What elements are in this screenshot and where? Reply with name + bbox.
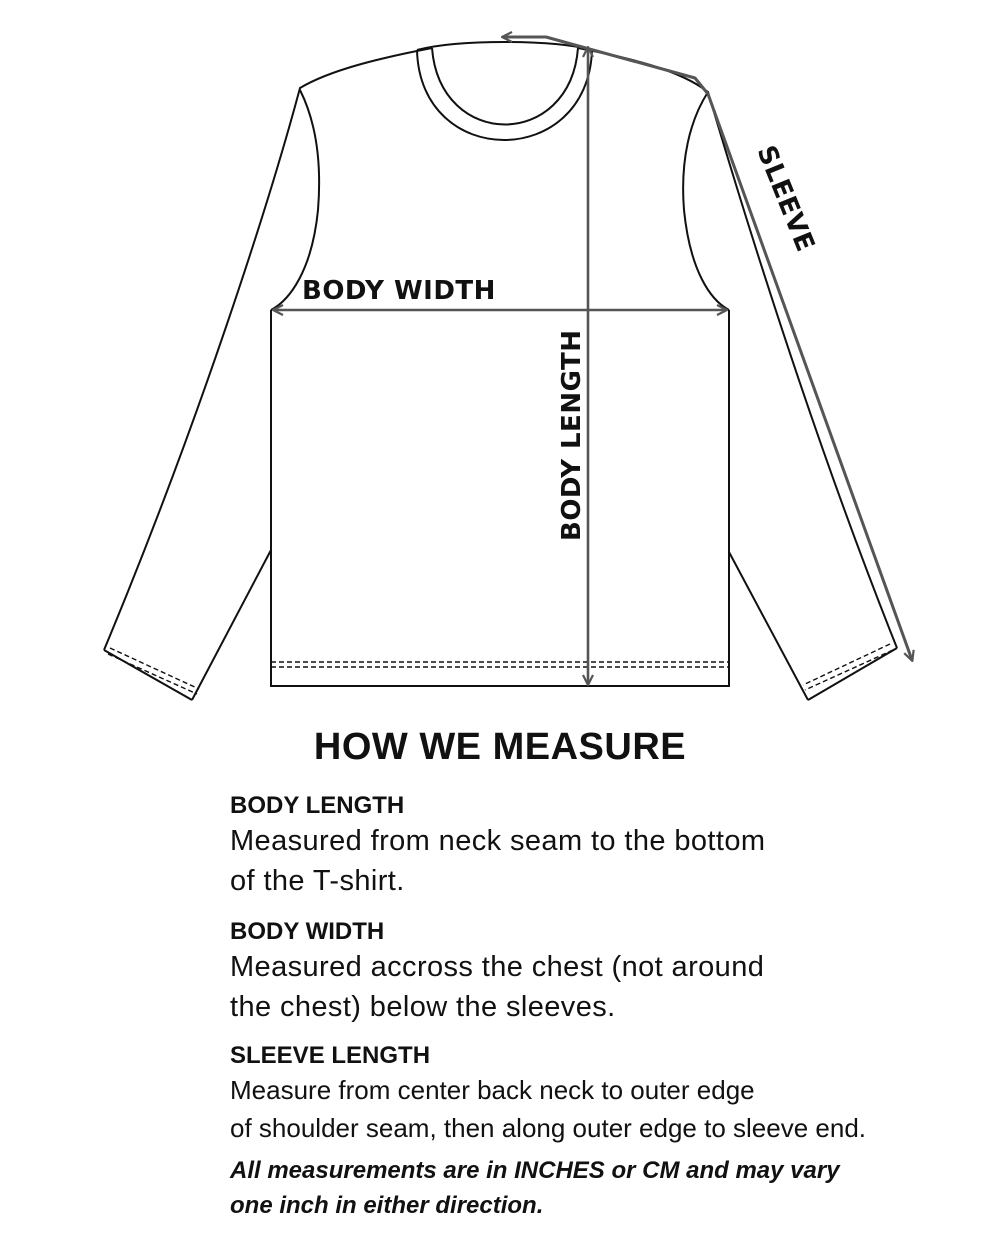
section-heading: BODY LENGTH: [230, 792, 405, 819]
note-line: one inch in either direction.: [230, 1192, 544, 1219]
section-text-line: of the T-shirt.: [230, 865, 405, 897]
section-body-width: [230, 917, 930, 1027]
body-width-label: BODY WIDTH: [302, 276, 496, 306]
sleeve-label: SLEEVE: [750, 141, 821, 257]
body-length-label: BODY LENGTH: [557, 329, 587, 541]
section-text-line: the chest) below the sleeves.: [230, 991, 616, 1023]
section-text-line: Measured from neck seam to the bottom: [230, 825, 766, 857]
section-body-length: [230, 791, 930, 901]
page-title: HOW WE MEASURE: [313, 726, 687, 768]
section-text-line: Measured accross the chest (not around: [230, 951, 765, 983]
section-heading: SLEEVE LENGTH: [230, 1042, 431, 1069]
section-heading: BODY WIDTH: [230, 918, 385, 945]
measurement-note: [230, 1153, 950, 1223]
note-line: All measurements are in INCHES or CM and may vary: [230, 1157, 840, 1184]
section-text-line: Measure from center back neck to outer edge: [230, 1075, 755, 1105]
section-text-line: of shoulder seam, then along outer edge to sleeve end.: [230, 1113, 866, 1143]
section-sleeve-length: [230, 1041, 930, 1147]
measurement-arrows: [274, 37, 912, 684]
